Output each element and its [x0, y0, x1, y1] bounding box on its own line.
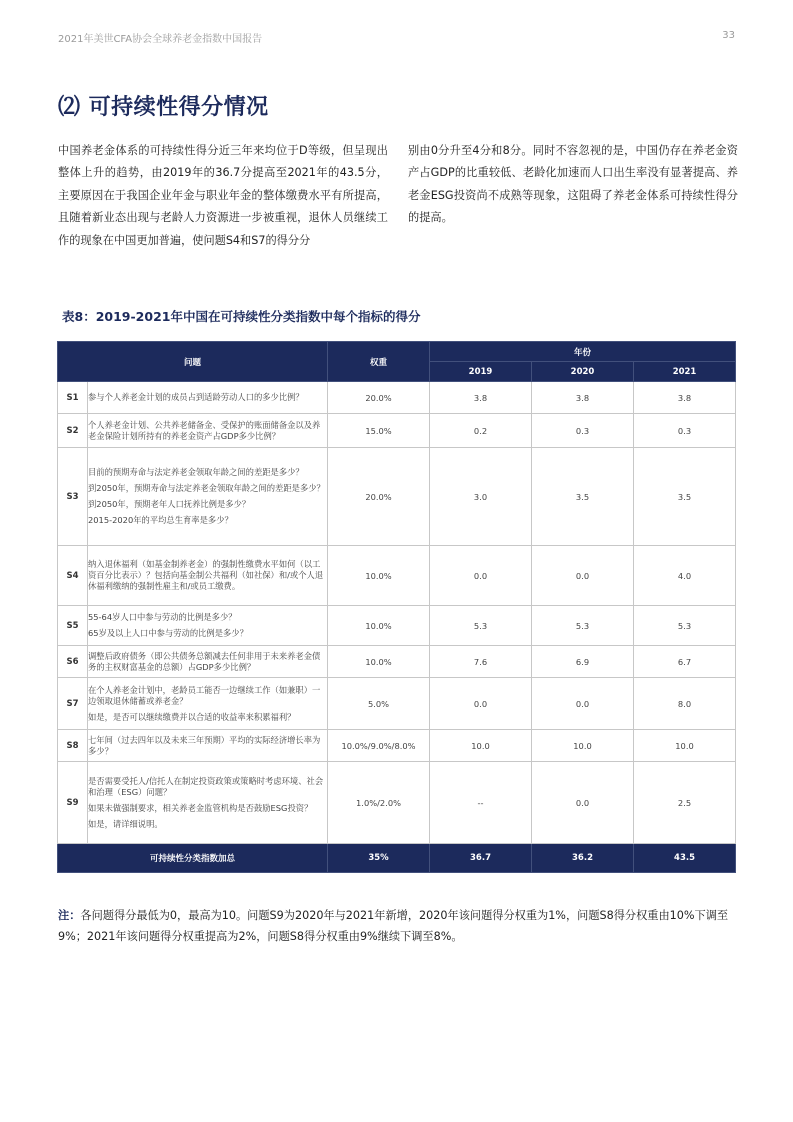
row-question [88, 448, 328, 546]
question-text: 到2050年，预期老年人口抚养比例是多少？ [88, 499, 251, 509]
row-score-2019: 0.2 [430, 414, 532, 448]
body-paragraph-left: 中国养老金体系的可持续性得分近三年来均位于D等级，但呈现出整体上升的趋势，由2019年的36.7分提高至2021年的43.5分，主要原因在于我国企业年金与职业年金的整体缴费水平有所提高，且随着新业态出现与老龄人力资源进一步被重视，退休人员继续工作的现象在中国更加普遍，使问题S4和S7的得分分 [58, 144, 388, 247]
row-code: S5 [58, 606, 88, 646]
question-text: 到2050年，预期寿命与法定养老金领取年龄之间的差距是多少？ [88, 483, 325, 493]
question-text: 55-64岁人口中参与劳动的比例是多少？ [88, 612, 237, 622]
row-weight: 20.0% [328, 382, 430, 414]
question-text: 七年间（过去四年以及未来三年预期）平均的实际经济增长率为多少？ [88, 734, 321, 756]
row-score-2021: 3.8 [634, 382, 736, 414]
body-paragraph-right: 别由0分升至4分和8分。同时不容忽视的是，中国仍存在养老金资产占GDP的比重较低、老龄化加速而人口出生率没有显著提高、养老金ESG投资尚不成熟等现象，这阻碍了养老金体系可持续性得分的提高。 [408, 144, 738, 225]
row-score-2020: 6.9 [532, 646, 634, 678]
row-question [88, 678, 328, 730]
table-row [58, 414, 736, 448]
row-code: S7 [58, 678, 88, 730]
row-weight: 15.0% [328, 414, 430, 448]
note-text: 各问题得分最低为0，最高为10。问题S9为2020年与2021年新增，2020年该问题得分权重为1%，问题S8得分权重由10%下调至9%；2021年该问题得分权重提高为2%，问题S8得分权重由9%继续下调至8%。 [58, 909, 729, 943]
question-text: 纳入退休福利（如基金制养老金）的强制性缴费水平如何（以工资百分比表示）？包括向基金制公共福利（如社保）和/或个人退休福利缴纳的强制性雇主和/或员工缴费。 [88, 559, 324, 591]
row-score-2021: 4.0 [634, 546, 736, 606]
page-header [58, 30, 735, 44]
row-score-2020: 0.3 [532, 414, 634, 448]
row-code: S1 [58, 382, 88, 414]
row-score-2019: 0.0 [430, 678, 532, 730]
row-question [88, 730, 328, 762]
table-row [58, 448, 736, 546]
row-weight: 10.0% [328, 646, 430, 678]
question-text: 参与个人养老金计划的成员占到适龄劳动人口的多少比例？ [88, 392, 304, 402]
header-year-2021: 2021 [634, 362, 736, 382]
table-note [58, 905, 738, 947]
row-question [88, 382, 328, 414]
sustainability-score-table [57, 341, 736, 873]
question-text: 65岁及以上人口中参与劳动的比例是多少？ [88, 628, 248, 638]
row-code: S9 [58, 762, 88, 844]
row-score-2020: 10.0 [532, 730, 634, 762]
row-score-2020: 0.0 [532, 546, 634, 606]
total-2019: 36.7 [430, 844, 532, 873]
row-score-2021: 0.3 [634, 414, 736, 448]
report-title: 2021年美世CFA协会全球养老金指数中国报告 [58, 34, 263, 45]
row-question [88, 546, 328, 606]
row-score-2019: 7.6 [430, 646, 532, 678]
table-row [58, 382, 736, 414]
row-question [88, 762, 328, 844]
question-text: 是否需要受托人/信托人在制定投资政策或策略时考虑环境、社会和治理（ESG）问题？ [88, 775, 324, 797]
row-score-2021: 10.0 [634, 730, 736, 762]
row-code: S4 [58, 546, 88, 606]
row-score-2020: 5.3 [532, 606, 634, 646]
row-score-2019: 10.0 [430, 730, 532, 762]
row-score-2020: 0.0 [532, 678, 634, 730]
question-text: 如果未做强制要求，相关养老金监管机构是否鼓励ESG投资？ [88, 802, 313, 813]
row-question [88, 414, 328, 448]
question-text: 个人养老金计划、公共养老储备金、受保护的账面储备金以及养老金保险计划所持有的养老金资产占GDP多少比例？ [88, 419, 321, 441]
row-weight: 10.0%/9.0%/8.0% [328, 730, 430, 762]
total-2021: 43.5 [634, 844, 736, 873]
row-score-2020: 3.8 [532, 382, 634, 414]
note-label: 注： [58, 909, 81, 922]
row-weight: 1.0%/2.0% [328, 762, 430, 844]
table-row [58, 730, 736, 762]
row-score-2021: 5.3 [634, 606, 736, 646]
row-weight: 20.0% [328, 448, 430, 546]
total-2020: 36.2 [532, 844, 634, 873]
header-question: 问题 [58, 342, 328, 382]
header-year-group: 年份 [430, 342, 736, 362]
row-score-2021: 6.7 [634, 646, 736, 678]
row-question [88, 606, 328, 646]
row-code: S3 [58, 448, 88, 546]
row-score-2019: 3.0 [430, 448, 532, 546]
header-weight: 权重 [328, 342, 430, 382]
total-weight: 35% [328, 844, 430, 873]
table-row [58, 646, 736, 678]
table-total-row [58, 844, 736, 873]
row-score-2019: 3.8 [430, 382, 532, 414]
row-question [88, 646, 328, 678]
row-score-2020: 3.5 [532, 448, 634, 546]
table-row [58, 678, 736, 730]
question-text: 2015-2020年的平均总生育率是多少？ [88, 515, 233, 525]
row-code: S8 [58, 730, 88, 762]
header-year-2019: 2019 [430, 362, 532, 382]
question-text: 调整后政府债务（即公共债务总额减去任何非用于未来养老金债务的主权财富基金的总额）占GDP多少比例？ [88, 650, 321, 672]
row-score-2019: -- [430, 762, 532, 844]
section-title: ⑵ 可持续性得分情况 [58, 95, 269, 120]
table-row [58, 606, 736, 646]
row-score-2020: 0.0 [532, 762, 634, 844]
page-number: 33 [722, 30, 735, 41]
question-text: 如是，请详细说明。 [88, 818, 163, 829]
header-year-2020: 2020 [532, 362, 634, 382]
question-text: 如是，是否可以继续缴费并以合适的收益率来积累福利？ [88, 711, 296, 722]
table-row [58, 762, 736, 844]
row-weight: 10.0% [328, 606, 430, 646]
question-text: 目前的预期寿命与法定养老金领取年龄之间的差距是多少？ [88, 467, 304, 477]
row-score-2021: 2.5 [634, 762, 736, 844]
table-title: 表8：2019-2021年中国在可持续性分类指数中每个指标的得分 [62, 309, 421, 324]
row-weight: 5.0% [328, 678, 430, 730]
row-score-2019: 0.0 [430, 546, 532, 606]
row-score-2021: 8.0 [634, 678, 736, 730]
row-score-2021: 3.5 [634, 448, 736, 546]
row-weight: 10.0% [328, 546, 430, 606]
row-code: S6 [58, 646, 88, 678]
row-score-2019: 5.3 [430, 606, 532, 646]
row-code: S2 [58, 414, 88, 448]
question-text: 在个人养老金计划中，老龄员工能否一边继续工作（如兼职）一边领取退休储蓄或养老金？ [88, 684, 321, 706]
table-row [58, 546, 736, 606]
total-label: 可持续性分类指数加总 [58, 844, 328, 873]
